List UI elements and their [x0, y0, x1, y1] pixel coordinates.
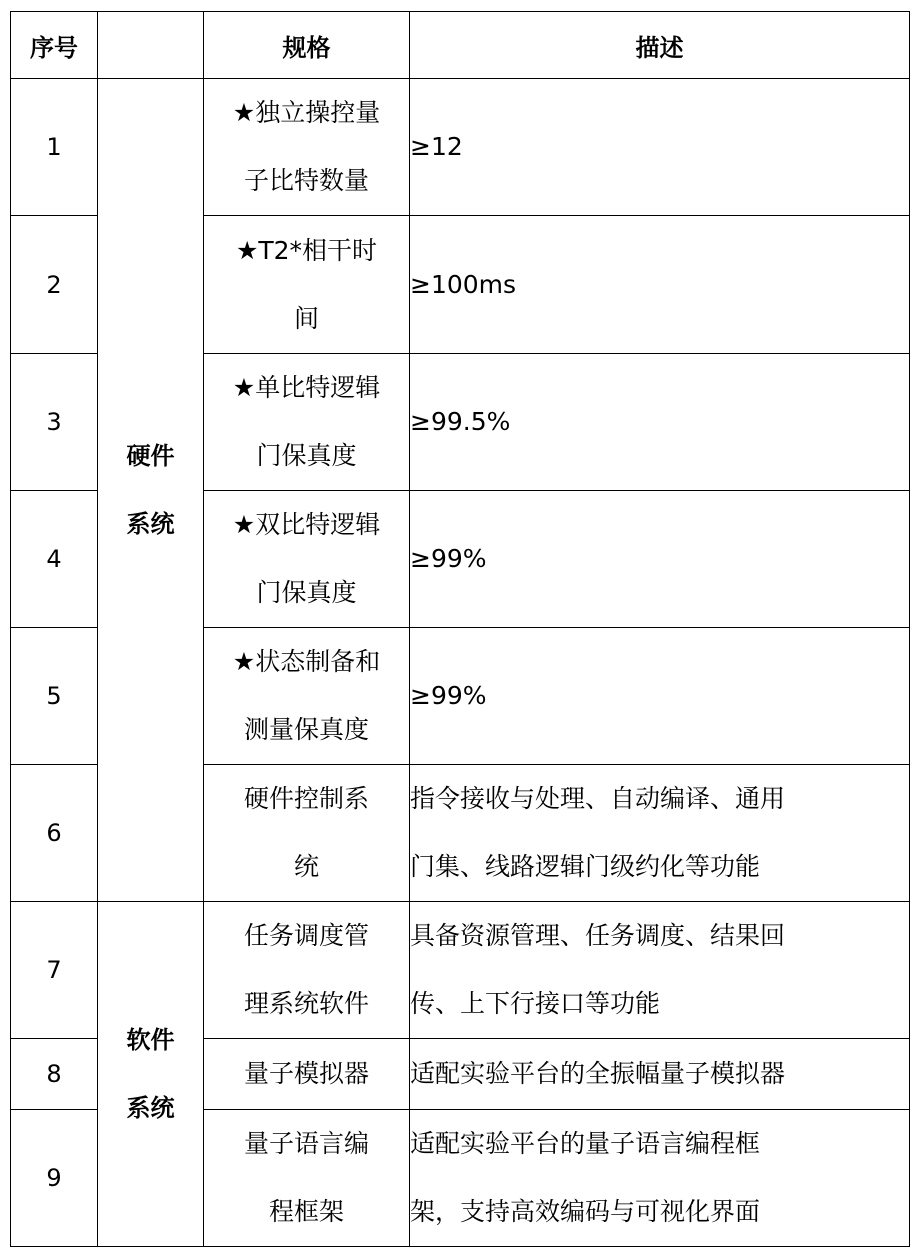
header-category: [98, 12, 204, 79]
table-row: [11, 79, 910, 216]
spec-line: 间: [293, 303, 319, 333]
header-row: [11, 12, 910, 79]
row-desc: [410, 765, 910, 902]
row-desc: [410, 79, 910, 216]
spec-line: ★状态制备和: [232, 647, 381, 676]
row-spec: [204, 354, 410, 491]
row-desc: [410, 216, 910, 354]
row-desc: [410, 902, 910, 1039]
desc-line: ≥100ms: [410, 269, 517, 299]
header-index: 序号: [11, 12, 98, 79]
spec-line: 门保真度: [256, 441, 357, 470]
table-row: [11, 902, 910, 1039]
spec-line: ★单比特逻辑: [232, 373, 381, 402]
spec-line: 门保真度: [256, 578, 357, 607]
category-software: [98, 902, 204, 1247]
desc-line: 适配实验平台的全振幅量子模拟器: [410, 1059, 786, 1088]
row-index: 8: [11, 1039, 98, 1110]
row-desc: [410, 1110, 910, 1247]
desc-line: ≥12: [410, 132, 463, 161]
category-line: 系统: [126, 1094, 175, 1122]
spec-line: ★独立操控量: [232, 98, 381, 127]
spec-table: [10, 11, 910, 1247]
row-desc: [410, 628, 910, 765]
row-index: 9: [11, 1110, 98, 1247]
row-spec: [204, 765, 410, 902]
spec-line: 理系统软件: [243, 989, 369, 1018]
desc-line: 适配实验平台的量子语言编程框: [410, 1129, 761, 1158]
row-index: 5: [11, 628, 98, 765]
desc-line: ≥99%: [410, 681, 487, 710]
header-spec: 规格: [204, 12, 410, 79]
spec-line: 量子模拟器: [243, 1059, 369, 1088]
spec-line: 硬件控制系: [243, 784, 369, 813]
row-spec: [204, 1110, 410, 1247]
category-line: 硬件: [126, 442, 175, 470]
spec-line: 统: [293, 852, 319, 881]
desc-line: 指令接收与处理、自动编译、通用: [410, 784, 786, 813]
row-index: 4: [11, 491, 98, 628]
spec-line: ★双比特逻辑: [232, 510, 381, 539]
row-desc: [410, 1039, 910, 1110]
desc-line: 传、上下行接口等功能: [410, 989, 661, 1018]
row-spec: [204, 79, 410, 216]
row-spec: [204, 628, 410, 765]
spec-line: 量子语言编: [243, 1129, 369, 1158]
row-index: 3: [11, 354, 98, 491]
row-desc: [410, 491, 910, 628]
desc-line: ≥99%: [410, 544, 487, 573]
header-desc: 描述: [410, 12, 910, 79]
row-index: 7: [11, 902, 98, 1039]
spec-line: 测量保真度: [243, 715, 369, 744]
spec-line: 子比特数量: [243, 166, 369, 195]
category-line: 软件: [126, 1026, 175, 1054]
row-spec: [204, 216, 410, 354]
row-spec: [204, 491, 410, 628]
row-desc: [410, 354, 910, 491]
spec-line: 任务调度管: [243, 921, 369, 950]
desc-line: ≥99.5%: [410, 407, 511, 436]
category-line: 系统: [126, 510, 175, 538]
desc-line: 具备资源管理、任务调度、结果回: [410, 921, 786, 950]
desc-line: 门集、线路逻辑门级约化等功能: [410, 852, 761, 881]
row-index: 2: [11, 216, 98, 354]
spec-line: 程框架: [268, 1197, 344, 1226]
category-hardware: [98, 79, 204, 902]
desc-line: 架，支持高效编码与可视化界面: [410, 1197, 761, 1226]
spec-line: ★T2*相干时: [235, 235, 378, 265]
row-spec: [204, 1039, 410, 1110]
row-index: 1: [11, 79, 98, 216]
row-spec: [204, 902, 410, 1039]
row-index: 6: [11, 765, 98, 902]
